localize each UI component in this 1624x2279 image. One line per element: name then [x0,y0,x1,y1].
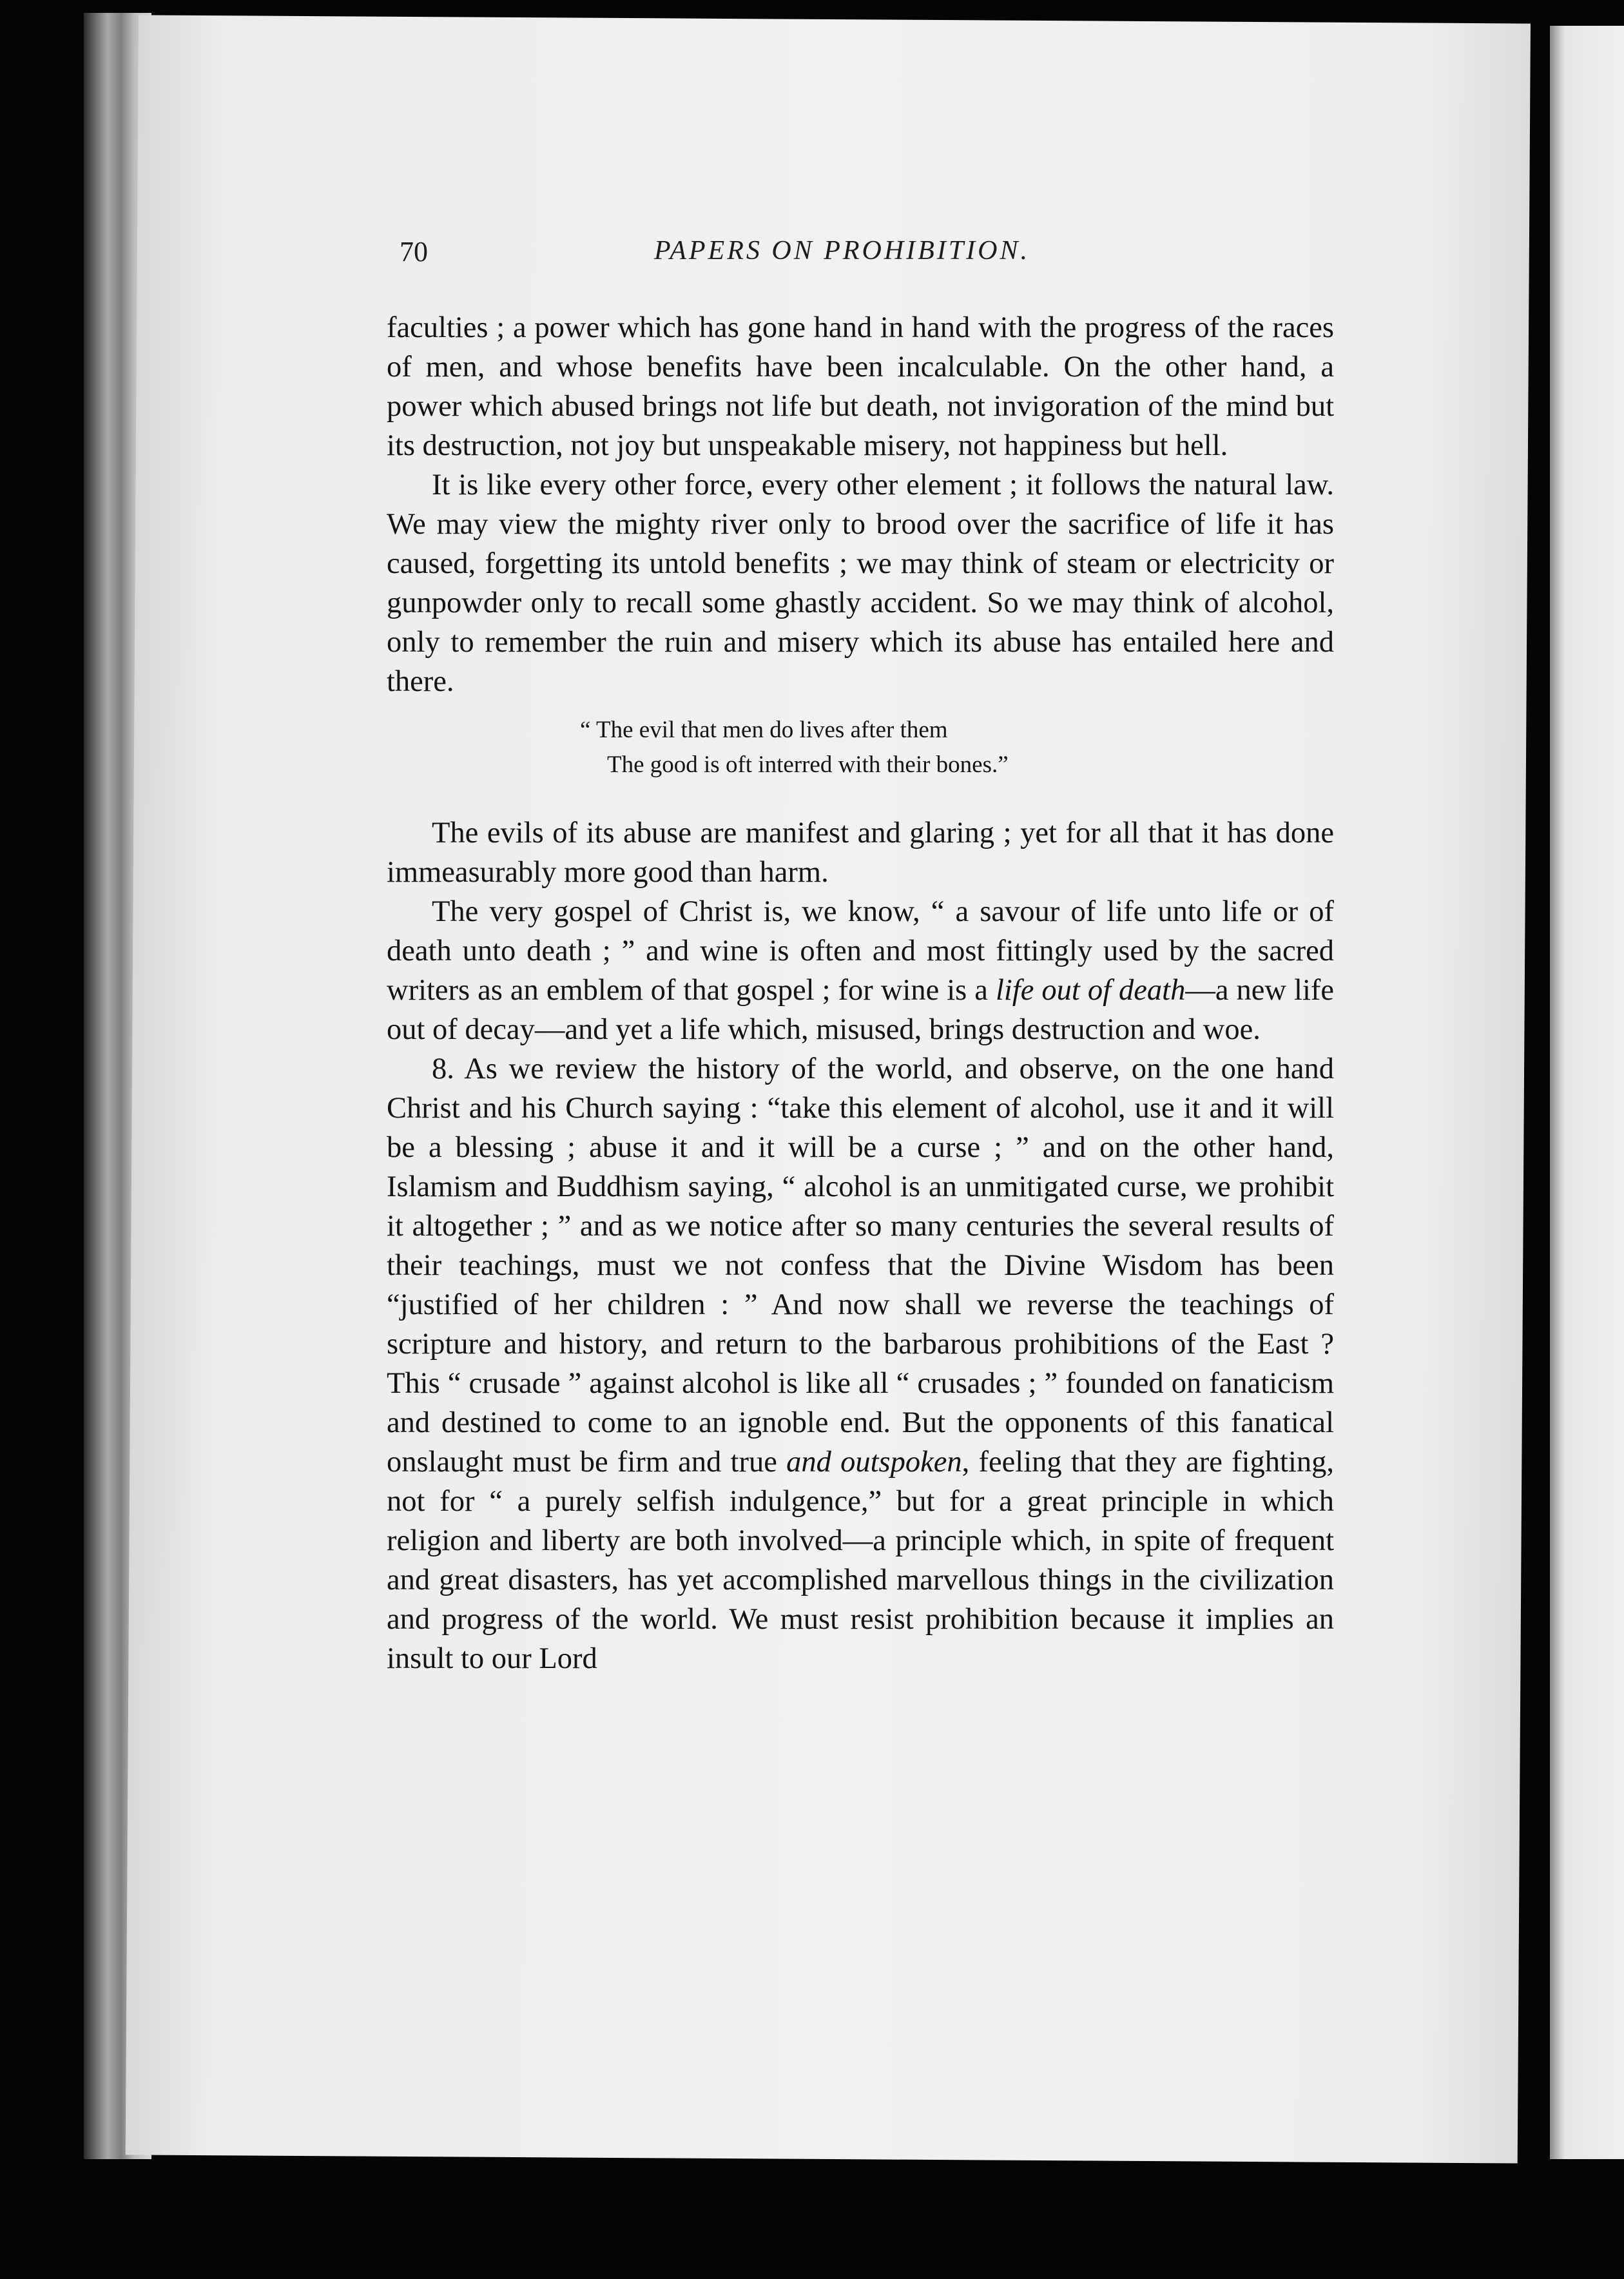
paragraph-5-text-a: 8. As we review the history of the world, and observe, on the one hand Christ and his Church saying : “take this element of alcohol, use it and it will be a blessing ; abuse it and it will be a curse ; ” and on the other hand, Islamism and Buddhism saying, “ alcohol is an unmitigated curse, we prohibit it altogether ; ” and as we notice after so many centuries the several results of their teachings, must we not confess that the Divine Wisdom has been “justified of her children : ” And now shall we reverse the teachings of scripture and history, and return to the barbarous prohibitions of the East ? This “ crusade ” against alcohol is like all “ crusades ; ” founded on fanaticism and destined to come to an ignoble end. But the opponents of this fanatical onslaught must be firm and true [387,1052,1334,1479]
paragraph-4-text-a: The very gospel of Christ is, we know, “ a savour of life unto life or of death unto death ; ” and wine is often and most fittingly used by the sacred writers as an emblem of that gospel ; for wine is a [387,895,1334,1007]
page-header [255,235,1318,280]
running-title: PAPERS ON PROHIBITION. [654,236,1030,266]
paragraph-2: It is like every other force, every other element ; it follows the natural law. We may view the mighty river only to brood over the sacrifice of life it has caused, forgetting its untold benefits ; we may think of steam or electricity or gunpowder only to recall some ghastly accident. So we may think of alcohol, only to remember the ruin and misery which its abuse has entailed here and there. [387,469,1334,698]
page-number: 70 [400,236,428,267]
paragraph-1: faculties ; a power which has gone hand in hand with the progress of the races of men, and whose benefits have been incalculable. On the other hand, a power which abused brings not life but death, not invigoration of the mind but its destruction, not joy but unspeakable misery, not happiness but hell. [387,311,1334,462]
quote-line-1: “ The evil that men do lives after them [580,717,948,743]
paragraph-3: The evils of its abuse are manifest and glaring ; yet for all that it has done immeasurably more good than harm. [387,817,1334,889]
paragraph-4 [387,892,1334,1049]
paragraph-5-italic: and outspoken [786,1446,962,1479]
verse-quote [387,713,1334,782]
paragraph-5 [387,1049,1334,1678]
paragraph-4-text-b: —a new life out of decay—and yet a life which, misused, brings destruction and woe. [387,974,1334,1046]
paragraph-4-italic: life out of death [995,974,1186,1007]
body-text [387,308,1334,1678]
quote-line-2: The good is oft interred with their bones.” [607,752,1009,778]
paragraph-5-text-b: , feeling that they are fighting, not for “ a purely selfish indulgence,” but for a great principle in which religion and liberty are both involved—a principle which, in spite of frequent and great disasters, has yet accomplished marvellous things in the civilization and progress of the world. We must resist prohibition because it implies an insult to our Lord [387,1446,1334,1675]
facing-page-edge [1550,26,1624,2159]
